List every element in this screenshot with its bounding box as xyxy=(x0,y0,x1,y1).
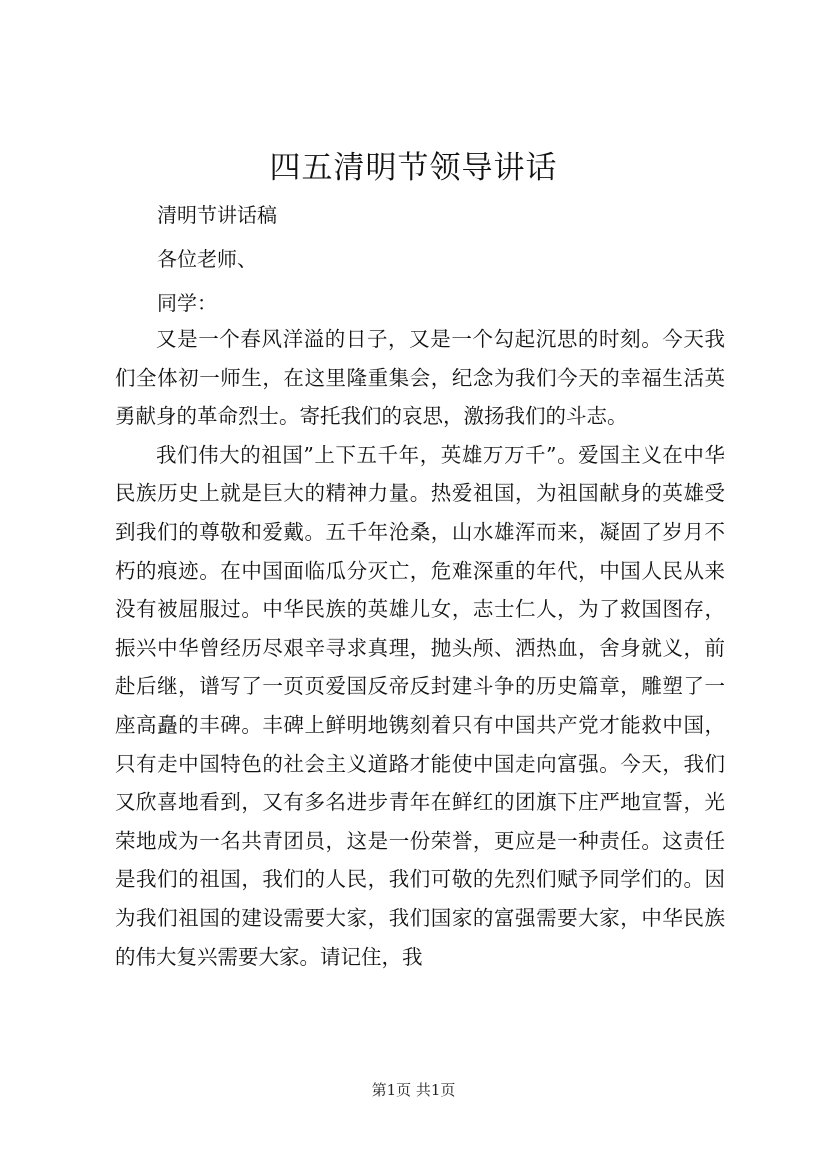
paragraph-2: 我们伟大的祖国”上下五千年，英雄万万千”。爱国主义在中华民族历史上就是巨大的精神力量。热爱祖国，为祖国献身的英雄受到我们的尊敬和爱戴。五千年沧桑，山水雄浑而来，凝固了岁月不朽的痕迹。在中国面临瓜分灭亡，危难深重的年代，中国人民从来没有被屈服过。中华民族的英雄儿女，志士仁人，为了救国图存，振兴中华曾经历尽艰辛寻求真理，抛头颅、洒热血，舍身就义，前赴后继，谱写了一页页爱国反帝反封建斗争的历史篇章，雕塑了一座高矗的丰碑。丰碑上鲜明地镌刻着只有中国共产党才能救中国，只有走中国特色的社会主义道路才能使中国走向富强。今天，我们又欣喜地看到，又有多名进步青年在鲜红的团旗下庄严地宣誓，光荣地成为一名共青团员，这是一份荣誉，更应是一种责任。这责任是我们的祖国，我们的人民，我们可敬的先烈们赋予同学们的。因为我们祖国的建设需要大家，我们国家的富强需要大家，中华民族的伟大复兴需要大家。请记住，我 xyxy=(115,442,725,969)
document-title: 四五清明节领导讲话 xyxy=(269,150,558,186)
salutation-students: 同学： xyxy=(157,291,217,315)
salutation-teachers: 各位老师、 xyxy=(157,247,257,271)
speech-body xyxy=(115,320,725,976)
speech-subtitle: 清明节讲话稿 xyxy=(157,203,277,227)
page-footer: 第1页 共1页 xyxy=(371,1081,456,1099)
paragraph-1: 又是一个春风洋溢的日子，又是一个勾起沉思的时刻。今天我们全体初一师生，在这里隆重集会，纪念为我们今天的幸福生活英勇献身的革命烈士。寄托我们的哀思，激扬我们的斗志。 xyxy=(115,327,725,429)
